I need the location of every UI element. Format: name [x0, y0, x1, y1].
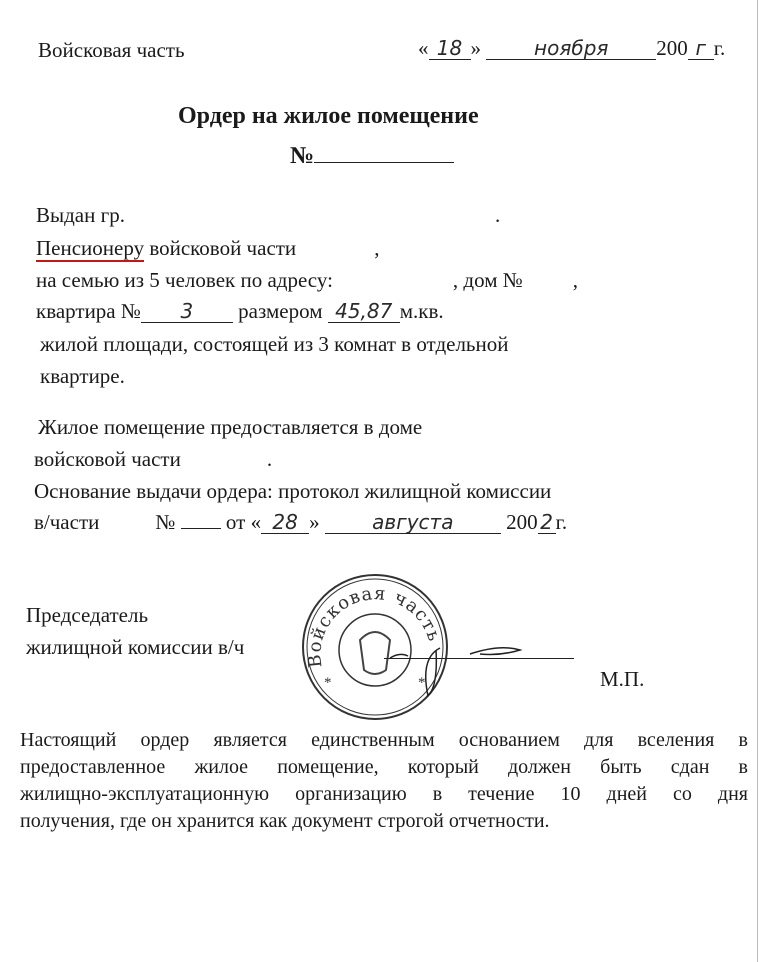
basis-year-end: г. — [555, 510, 568, 534]
svg-text:*: * — [418, 675, 426, 691]
provided-end: . — [266, 447, 273, 471]
seal-place-label: М.П. — [600, 667, 645, 691]
basis-year-prefix: 200 — [506, 510, 538, 534]
date-open: « — [418, 36, 429, 60]
basis-text: Основание выдачи ордера: протокол жилищной комиссии — [34, 479, 552, 503]
basis-mid: » — [309, 510, 320, 534]
order-number — [290, 142, 454, 170]
year-suffix: г — [688, 37, 714, 60]
footer-line: предоставленное жилое помещение, который должен быть сдан в — [20, 756, 748, 778]
size-unit: м.кв. — [399, 299, 444, 323]
unit-label: Войсковая часть — [38, 38, 185, 62]
house-label: , дом № — [452, 268, 523, 292]
pensioner-line — [36, 236, 379, 261]
number-label: № — [290, 143, 315, 169]
military-unit-label: войсковой части — [149, 236, 297, 260]
basis-from: от « — [225, 510, 262, 534]
page-title: Ордер на жилое помещение — [178, 103, 479, 129]
family-line: на семью из 5 человек по адресу: , дом № , — [36, 268, 579, 292]
footer-line: получения, где он хранится как документ строгой отчетности. — [20, 810, 550, 832]
basis-day: 28 — [261, 511, 309, 534]
family-label: на семью из 5 человек по адресу: — [36, 268, 333, 292]
signature-scribble — [380, 640, 560, 700]
apt-number: 3 — [141, 300, 233, 323]
basis-unit: в/части — [34, 510, 100, 534]
apartment-text: квартире. — [40, 364, 125, 388]
pensioner-label: Пенсионеру — [36, 236, 145, 260]
issued-label: Выдан гр. — [36, 203, 125, 227]
basis-line — [34, 510, 567, 535]
size-value: 45,87 — [328, 300, 400, 323]
year-prefix: 200 — [656, 36, 688, 60]
committee-label: жилищной комиссии в/ч — [26, 635, 245, 659]
size-label: размером — [238, 299, 323, 323]
scan-edge — [757, 0, 758, 962]
comma: , — [374, 236, 380, 260]
date-mid: » — [470, 36, 481, 60]
apt-label: квартира № — [36, 299, 141, 323]
issued-line — [36, 203, 500, 228]
stamp-text: Войсковая часть — [304, 583, 445, 669]
footer-line: Настоящий ордер является единственным основанием для вселения в — [20, 729, 748, 751]
footer-line: жилищно-эксплуатационную организацию в течение 10 дней со дня — [20, 783, 748, 805]
issue-date — [418, 36, 725, 61]
basis-year-digit: 2 — [538, 511, 556, 534]
basis-month: августа — [325, 511, 501, 534]
living-area-text: жилой площади, состоящей из 3 комнат в отдельной — [40, 332, 509, 356]
chairman-label: Председатель — [26, 603, 149, 627]
provided-unit: войсковой части — [34, 447, 181, 471]
svg-text:*: * — [324, 675, 332, 691]
date-month: ноября — [486, 37, 656, 60]
year-end: г. — [713, 36, 726, 60]
basis-no: № — [155, 510, 176, 534]
apartment-line — [36, 299, 444, 324]
issued-end: . — [494, 203, 501, 227]
date-day: 18 — [429, 37, 471, 60]
provided-text: Жилое помещение предоставляется в доме — [38, 415, 423, 439]
provided-unit-line — [34, 447, 272, 472]
